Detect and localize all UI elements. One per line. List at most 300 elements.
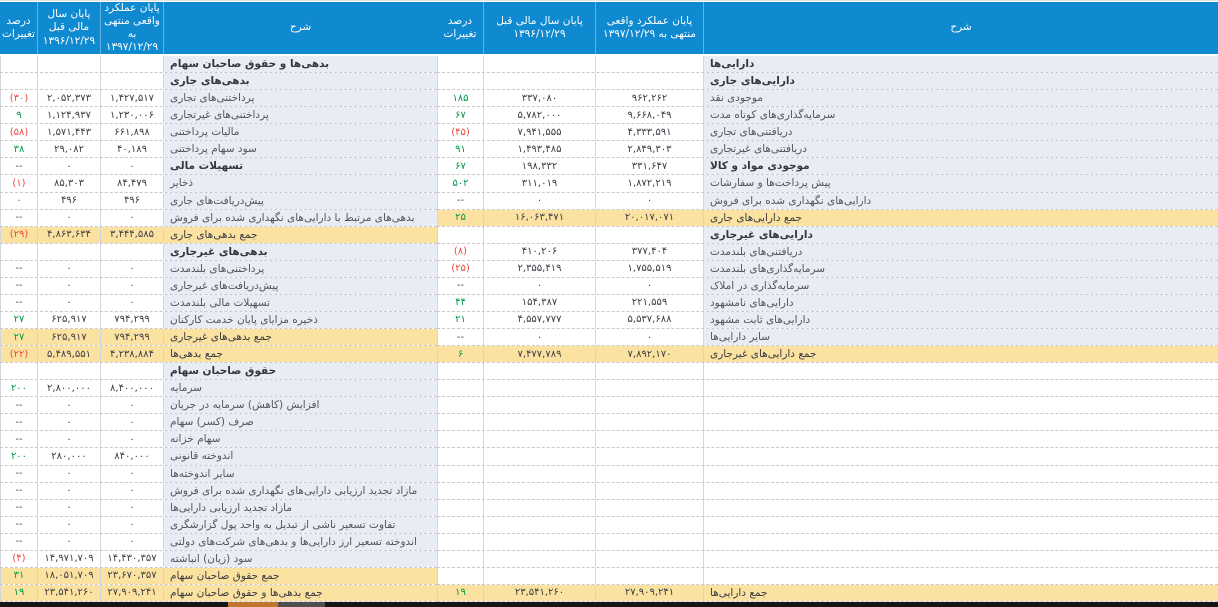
percent-change: ۹۱ <box>437 141 483 157</box>
table-row <box>0 295 437 312</box>
previous-value: ۱,۴۹۳,۴۸۵ <box>483 141 595 157</box>
previous-value: ۲,۰۵۲,۳۷۳ <box>37 90 100 106</box>
actual-value: ۱,۴۲۷,۵۱۷ <box>100 90 163 106</box>
percent-change: (۲۲) <box>0 346 37 362</box>
row-label: جمع حقوق صاحبان سهام <box>163 568 437 584</box>
table-row <box>437 278 1218 295</box>
taskbar-active-app-segment[interactable] <box>228 602 278 607</box>
previous-value <box>483 483 595 499</box>
previous-value <box>483 73 595 89</box>
percent-change: ۶ <box>437 346 483 362</box>
percent-change: ۶۷ <box>437 107 483 123</box>
row-label: جمع دارایی‌های جاری <box>703 210 1218 226</box>
row-label <box>703 500 1218 516</box>
percent-change: -- <box>0 210 37 226</box>
previous-value <box>37 56 100 72</box>
table-row <box>437 210 1218 227</box>
previous-value: ۲,۳۵۵,۴۱۹ <box>483 261 595 277</box>
table-row <box>437 585 1218 602</box>
row-label: مالیات پرداختنی <box>163 124 437 140</box>
actual-value <box>595 73 703 89</box>
statement-tables <box>0 1 1218 602</box>
previous-value: ۵,۷۸۲,۰۰۰ <box>483 107 595 123</box>
actual-value: ۰ <box>100 517 163 533</box>
previous-value: ۰ <box>37 397 100 413</box>
actual-value <box>595 568 703 584</box>
row-label: پرداختنی‌های تجاری <box>163 90 437 106</box>
row-label: پیش‌دریافت‌های جاری <box>163 193 437 209</box>
row-label: دارایی‌ها <box>703 56 1218 72</box>
previous-value: ۶۲۵,۹۱۷ <box>37 312 100 328</box>
previous-value: ۱۹۸,۳۳۲ <box>483 158 595 174</box>
percent-change: -- <box>0 295 37 311</box>
percent-change: ۳۱ <box>0 568 37 584</box>
table-row <box>0 278 437 295</box>
column-header-actual: پایان عملکرد واقعی منتهی به ۱۳۹۷/۱۲/۲۹ <box>100 2 163 54</box>
percent-change: ۱۹ <box>0 585 37 601</box>
table-row <box>437 73 1218 90</box>
actual-value: ۲۲۱,۵۵۹ <box>595 295 703 311</box>
percent-change: ۶۷ <box>437 158 483 174</box>
previous-value <box>483 363 595 379</box>
row-label: ذخیره مزایای پایان خدمت کارکنان <box>163 312 437 328</box>
actual-value <box>595 414 703 430</box>
percent-change <box>437 517 483 533</box>
previous-value: ۰ <box>37 517 100 533</box>
previous-value: ۰ <box>37 261 100 277</box>
previous-value: ۳۱۱,۰۱۹ <box>483 175 595 191</box>
row-label: مازاد تجدید ارزیابی دارایی‌ها <box>163 500 437 516</box>
actual-value: ۲۷,۹۰۹,۲۴۱ <box>100 585 163 601</box>
assets-table-header <box>437 2 1218 54</box>
row-label: بدهی‌های مرتبط با دارایی‌های نگهداری شده برای فروش <box>163 210 437 226</box>
row-label: سرمایه‌گذاری‌های کوتاه مدت <box>703 107 1218 123</box>
percent-change: (۸) <box>437 244 483 260</box>
percent-change <box>437 483 483 499</box>
row-label: موجودی مواد و کالا <box>703 158 1218 174</box>
percent-change <box>437 380 483 396</box>
table-row <box>437 158 1218 175</box>
table-row <box>0 329 437 346</box>
actual-value: ۴,۲۳۸,۸۸۴ <box>100 346 163 362</box>
previous-value: ۰ <box>37 158 100 174</box>
row-label <box>703 551 1218 567</box>
previous-value <box>483 568 595 584</box>
previous-value <box>483 517 595 533</box>
empty-row <box>437 448 1218 465</box>
previous-value: ۲۹,۰۸۲ <box>37 141 100 157</box>
percent-change: (۴۵) <box>437 124 483 140</box>
empty-row <box>437 500 1218 517</box>
row-label: دریافتنی‌های بلندمدت <box>703 244 1218 260</box>
previous-value: ۸۵,۳۰۳ <box>37 175 100 191</box>
row-label <box>703 363 1218 379</box>
percent-change: (۴) <box>0 551 37 567</box>
percent-change: -- <box>0 500 37 516</box>
actual-value: ۰ <box>100 397 163 413</box>
actual-value: ۲۳,۶۷۰,۳۵۷ <box>100 568 163 584</box>
liabilities-equity-table <box>0 1 437 602</box>
actual-value: ۱,۸۷۲,۲۱۹ <box>595 175 703 191</box>
actual-value: ۰ <box>100 483 163 499</box>
table-row <box>437 346 1218 363</box>
percent-change <box>0 56 37 72</box>
table-row <box>437 244 1218 261</box>
percent-change: ۳۸ <box>0 141 37 157</box>
row-label <box>703 380 1218 396</box>
row-label: پرداختنی‌های بلندمدت <box>163 261 437 277</box>
previous-value: ۰ <box>37 295 100 311</box>
percent-change <box>437 568 483 584</box>
table-row <box>0 448 437 465</box>
actual-value <box>595 227 703 243</box>
row-label: جمع بدهی‌های جاری <box>163 227 437 243</box>
table-row <box>0 431 437 448</box>
assets-table-rows <box>437 56 1218 602</box>
percent-change: -- <box>0 261 37 277</box>
row-label <box>703 534 1218 550</box>
row-label: بدهی‌های غیرجاری <box>163 244 437 260</box>
row-label: اندوخته تسعیر ارز دارایی‌ها و بدهی‌های شرکت‌های دولتی <box>163 534 437 550</box>
percent-change: (۲۵) <box>437 261 483 277</box>
empty-row <box>437 431 1218 448</box>
table-row <box>0 534 437 551</box>
table-row <box>437 312 1218 329</box>
actual-value: ۸,۴۰۰,۰۰۰ <box>100 380 163 396</box>
table-row <box>0 158 437 175</box>
table-row <box>0 210 437 227</box>
row-label: دارایی‌های نامشهود <box>703 295 1218 311</box>
column-header-sharh: شرح <box>703 2 1218 54</box>
percent-change: -- <box>0 397 37 413</box>
table-row <box>0 261 437 278</box>
table-row <box>0 73 437 90</box>
row-label: جمع بدهی‌های غیرجاری <box>163 329 437 345</box>
percent-change: ۰ <box>0 193 37 209</box>
row-label: سرمایه‌گذاری در املاک <box>703 278 1218 294</box>
actual-value: ۴۹۶ <box>100 193 163 209</box>
liabilities-table-header <box>0 2 437 54</box>
actual-value: ۰ <box>100 278 163 294</box>
previous-value: ۲۸۰,۰۰۰ <box>37 448 100 464</box>
table-row <box>437 227 1218 244</box>
previous-value: ۱۶,۰۶۳,۴۷۱ <box>483 210 595 226</box>
liabilities-table-rows <box>0 56 437 602</box>
previous-value <box>483 500 595 516</box>
table-row <box>437 261 1218 278</box>
table-row <box>437 175 1218 192</box>
percent-change: -- <box>437 329 483 345</box>
previous-value <box>483 534 595 550</box>
actual-value: ۴,۳۳۳,۵۹۱ <box>595 124 703 140</box>
actual-value: ۱,۲۳۰,۰۰۶ <box>100 107 163 123</box>
actual-value <box>100 56 163 72</box>
table-row <box>0 141 437 158</box>
table-row <box>0 175 437 192</box>
table-row <box>437 141 1218 158</box>
percent-change <box>437 414 483 430</box>
percent-change: ۲۰۰ <box>0 380 37 396</box>
table-row <box>0 244 437 261</box>
actual-value <box>595 483 703 499</box>
percent-change: -- <box>437 193 483 209</box>
previous-value <box>483 431 595 447</box>
actual-value: ۸۴,۴۷۹ <box>100 175 163 191</box>
table-row <box>0 312 437 329</box>
previous-value: ۲۳,۵۴۱,۲۶۰ <box>483 585 595 601</box>
column-header-pct: درصد تغییرات <box>2 14 35 40</box>
actual-value: ۹,۶۶۸,۰۴۹ <box>595 107 703 123</box>
actual-value: ۰ <box>100 500 163 516</box>
actual-value <box>100 244 163 260</box>
table-row <box>0 500 437 517</box>
actual-value: ۰ <box>100 431 163 447</box>
table-row <box>0 466 437 483</box>
actual-value <box>595 56 703 72</box>
table-row <box>437 107 1218 124</box>
actual-value <box>100 73 163 89</box>
empty-row <box>437 534 1218 551</box>
percent-change <box>0 244 37 260</box>
row-label <box>703 483 1218 499</box>
previous-value: ۰ <box>483 278 595 294</box>
actual-value <box>595 448 703 464</box>
previous-value: ۱۴,۹۷۱,۷۰۹ <box>37 551 100 567</box>
column-header-prev: پایان سال مالی قبل ۱۳۹۶/۱۲/۲۹ <box>37 2 100 54</box>
previous-value <box>37 363 100 379</box>
actual-value: ۲,۸۴۹,۳۰۳ <box>595 141 703 157</box>
previous-value <box>37 73 100 89</box>
actual-value <box>595 397 703 413</box>
empty-row <box>437 517 1218 534</box>
actual-value <box>595 431 703 447</box>
percent-change <box>437 500 483 516</box>
actual-value: ۷,۸۹۲,۱۷۰ <box>595 346 703 362</box>
row-label <box>703 517 1218 533</box>
row-label: تسهیلات مالی بلندمدت <box>163 295 437 311</box>
previous-value <box>483 380 595 396</box>
actual-value: ۳,۴۴۴,۵۸۵ <box>100 227 163 243</box>
previous-value: ۷,۴۷۷,۷۸۹ <box>483 346 595 362</box>
row-label: سود سهام پرداختنی <box>163 141 437 157</box>
actual-value <box>595 466 703 482</box>
previous-value: ۰ <box>37 500 100 516</box>
percent-change <box>437 431 483 447</box>
row-label: سهام خزانه <box>163 431 437 447</box>
table-row <box>0 585 437 602</box>
previous-value: ۰ <box>37 414 100 430</box>
table-row <box>0 551 437 568</box>
actual-value: ۴۰,۱۸۹ <box>100 141 163 157</box>
table-row <box>0 414 437 431</box>
actual-value: ۸۴۰,۰۰۰ <box>100 448 163 464</box>
actual-value: ۰ <box>595 193 703 209</box>
actual-value <box>595 534 703 550</box>
percent-change: ۲۱ <box>437 312 483 328</box>
previous-value: ۱,۱۲۴,۹۳۷ <box>37 107 100 123</box>
actual-value: ۲۰,۰۱۷,۰۷۱ <box>595 210 703 226</box>
row-label: جمع دارایی‌های غیرجاری <box>703 346 1218 362</box>
row-label <box>703 466 1218 482</box>
row-label: جمع بدهی‌ها و حقوق صاحبان سهام <box>163 585 437 601</box>
percent-change: -- <box>0 278 37 294</box>
row-label: تفاوت تسعیر ناشی از تبدیل به واحد پول گزارشگری <box>163 517 437 533</box>
previous-value: ۷,۹۴۱,۵۵۵ <box>483 124 595 140</box>
table-row <box>0 397 437 414</box>
percent-change: -- <box>0 158 37 174</box>
empty-row <box>437 551 1218 568</box>
previous-value <box>483 448 595 464</box>
percent-change <box>437 73 483 89</box>
row-label: سود (زیان) انباشته <box>163 551 437 567</box>
percent-change: (۳۰) <box>0 90 37 106</box>
percent-change <box>437 56 483 72</box>
actual-value: ۳۳۱,۶۴۷ <box>595 158 703 174</box>
table-row <box>0 107 437 124</box>
previous-value: ۰ <box>37 210 100 226</box>
row-label <box>703 414 1218 430</box>
row-label: دارایی‌های ثابت مشهود <box>703 312 1218 328</box>
row-label: مازاد تجدید ارزیابی دارایی‌های نگهداری شده برای فروش <box>163 483 437 499</box>
percent-change: ۵۰۲ <box>437 175 483 191</box>
previous-value: ۲,۸۰۰,۰۰۰ <box>37 380 100 396</box>
previous-value: ۴۹۶ <box>37 193 100 209</box>
percent-change: ۱۹ <box>437 585 483 601</box>
column-header-pct: درصد تغییرات <box>443 14 477 40</box>
table-row <box>437 90 1218 107</box>
percent-change <box>437 466 483 482</box>
previous-value: ۱,۵۷۱,۴۴۳ <box>37 124 100 140</box>
empty-row <box>437 483 1218 500</box>
table-row <box>0 124 437 141</box>
previous-value: ۰ <box>37 278 100 294</box>
previous-value: ۰ <box>37 483 100 499</box>
percent-change: -- <box>0 414 37 430</box>
actual-value: ۰ <box>595 278 703 294</box>
table-row <box>0 380 437 397</box>
percent-change: (۲۹) <box>0 227 37 243</box>
previous-value: ۲۳,۵۴۱,۲۶۰ <box>37 585 100 601</box>
empty-row <box>437 380 1218 397</box>
percent-change: ۹ <box>0 107 37 123</box>
row-label <box>703 448 1218 464</box>
row-label: دارایی‌های غیرجاری <box>703 227 1218 243</box>
percent-change: ۱۸۵ <box>437 90 483 106</box>
actual-value: ۶۶۱,۸۹۸ <box>100 124 163 140</box>
actual-value: ۰ <box>100 295 163 311</box>
table-row <box>437 329 1218 346</box>
percent-change: ۴۴ <box>437 295 483 311</box>
table-row <box>0 363 437 380</box>
percent-change: ۲۷ <box>0 329 37 345</box>
previous-value <box>483 227 595 243</box>
row-label: صرف (کسر) سهام <box>163 414 437 430</box>
assets-table <box>437 1 1218 602</box>
previous-value <box>483 466 595 482</box>
previous-value: ۴۱۰,۲۰۶ <box>483 244 595 260</box>
actual-value: ۲۷,۹۰۹,۲۴۱ <box>595 585 703 601</box>
row-label: تسهیلات مالی <box>163 158 437 174</box>
actual-value <box>595 380 703 396</box>
previous-value: ۵,۴۸۹,۵۵۱ <box>37 346 100 362</box>
previous-value <box>483 397 595 413</box>
taskbar-app-segment[interactable] <box>278 602 325 607</box>
percent-change: ۲۷ <box>0 312 37 328</box>
row-label: اندوخته قانونی <box>163 448 437 464</box>
actual-value <box>595 517 703 533</box>
actual-value: ۳۷۷,۴۰۴ <box>595 244 703 260</box>
row-label: بدهی‌های جاری <box>163 73 437 89</box>
table-row <box>437 56 1218 73</box>
actual-value: ۹۶۲,۲۶۲ <box>595 90 703 106</box>
row-label: سایر دارایی‌ها <box>703 329 1218 345</box>
actual-value: ۱۴,۴۳۰,۳۵۷ <box>100 551 163 567</box>
table-row <box>0 517 437 534</box>
percent-change <box>0 73 37 89</box>
previous-value: ۰ <box>37 466 100 482</box>
percent-change <box>0 363 37 379</box>
previous-value: ۰ <box>37 534 100 550</box>
table-row <box>0 227 437 244</box>
taskbar-strip <box>0 602 1218 607</box>
percent-change: -- <box>437 278 483 294</box>
actual-value <box>595 363 703 379</box>
table-row <box>0 346 437 363</box>
actual-value: ۵,۵۳۷,۶۸۸ <box>595 312 703 328</box>
row-label: سرمایه <box>163 380 437 396</box>
actual-value: ۰ <box>100 210 163 226</box>
table-row <box>437 193 1218 210</box>
previous-value <box>483 414 595 430</box>
actual-value: ۰ <box>100 534 163 550</box>
empty-row <box>437 568 1218 585</box>
percent-change <box>437 397 483 413</box>
table-row <box>437 295 1218 312</box>
percent-change: -- <box>0 466 37 482</box>
table-row <box>0 193 437 210</box>
actual-value: ۰ <box>595 329 703 345</box>
actual-value <box>595 551 703 567</box>
previous-value: ۰ <box>483 329 595 345</box>
empty-row <box>437 363 1218 380</box>
percent-change: ۲۵ <box>437 210 483 226</box>
row-label: جمع بدهی‌ها <box>163 346 437 362</box>
previous-value: ۴,۸۶۳,۶۳۴ <box>37 227 100 243</box>
table-row <box>0 56 437 73</box>
percent-change: -- <box>0 534 37 550</box>
actual-value: ۱,۷۵۵,۵۱۹ <box>595 261 703 277</box>
previous-value <box>483 56 595 72</box>
row-label: جمع دارایی‌ها <box>703 585 1218 601</box>
row-label <box>703 568 1218 584</box>
row-label: دریافتنی‌های تجاری <box>703 124 1218 140</box>
row-label: پرداختنی‌های غیرتجاری <box>163 107 437 123</box>
actual-value <box>100 363 163 379</box>
actual-value: ۰ <box>100 158 163 174</box>
table-row <box>0 568 437 585</box>
actual-value: ۰ <box>100 414 163 430</box>
percent-change <box>437 227 483 243</box>
column-header-prev: پایان سال مالی قبل ۱۳۹۶/۱۲/۲۹ <box>483 2 595 54</box>
empty-row <box>437 466 1218 483</box>
column-header-sharh: شرح <box>163 2 437 54</box>
row-label <box>703 431 1218 447</box>
row-label: دارایی‌های جاری <box>703 73 1218 89</box>
previous-value: ۰ <box>37 431 100 447</box>
previous-value: ۶۲۵,۹۱۷ <box>37 329 100 345</box>
previous-value: ۳۳۷,۰۸۰ <box>483 90 595 106</box>
percent-change <box>437 534 483 550</box>
